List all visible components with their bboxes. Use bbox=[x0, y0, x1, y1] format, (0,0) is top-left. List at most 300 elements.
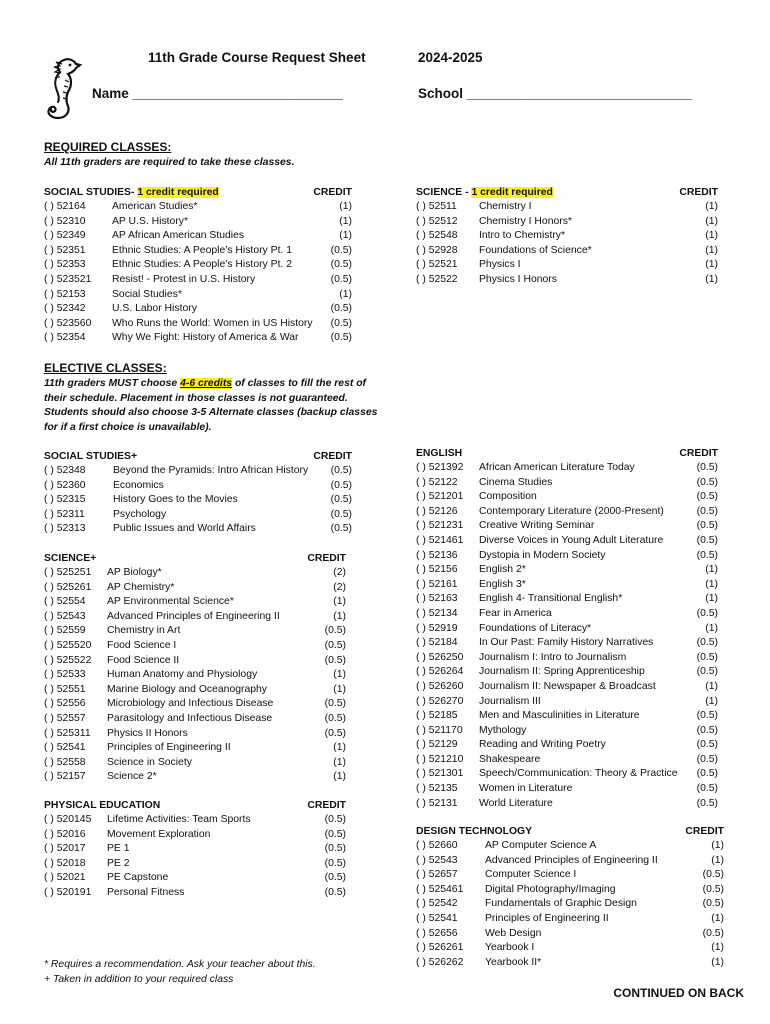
course-row[interactable] bbox=[416, 724, 718, 739]
course-checkbox-code[interactable]: ( ) 52131 bbox=[416, 797, 458, 809]
course-credit: (0.5) bbox=[330, 523, 352, 535]
course-row[interactable] bbox=[44, 871, 346, 886]
course-checkbox-code[interactable]: ( ) 52541 bbox=[416, 912, 458, 924]
course-row[interactable] bbox=[44, 697, 346, 712]
course-row[interactable] bbox=[416, 476, 718, 491]
page-title: 11th Grade Course Request Sheet bbox=[148, 50, 366, 65]
course-checkbox-code[interactable]: ( ) 52928 bbox=[416, 244, 458, 256]
course-checkbox-code[interactable]: ( ) 52126 bbox=[416, 505, 458, 517]
course-row[interactable] bbox=[44, 842, 346, 857]
course-title: Public Issues and World Affairs bbox=[113, 523, 256, 535]
course-credit: (1) bbox=[333, 771, 346, 783]
course-title: Food Science II bbox=[107, 654, 180, 666]
course-checkbox-code[interactable]: ( ) 52533 bbox=[44, 669, 86, 681]
course-row[interactable] bbox=[416, 563, 718, 578]
course-checkbox-code[interactable]: ( ) 52351 bbox=[44, 244, 86, 256]
course-row[interactable] bbox=[416, 941, 724, 956]
course-row[interactable] bbox=[416, 549, 718, 564]
course-row[interactable] bbox=[44, 273, 352, 288]
course-credit: (0.5) bbox=[324, 857, 346, 869]
course-checkbox-code[interactable]: ( ) 52348 bbox=[44, 465, 86, 476]
course-credit: (0.5) bbox=[330, 273, 352, 285]
credit-header: CREDIT bbox=[313, 451, 352, 462]
course-title: Who Runs the World: Women in US History bbox=[112, 317, 313, 329]
course-checkbox-code[interactable]: ( ) 52311 bbox=[44, 508, 85, 520]
course-credit: (1) bbox=[705, 695, 718, 707]
credit-header: CREDIT bbox=[685, 826, 724, 837]
course-credit: (0.5) bbox=[330, 244, 352, 256]
course-row[interactable] bbox=[44, 654, 346, 669]
course-credit: (0.5) bbox=[696, 797, 718, 809]
course-credit: (1) bbox=[705, 273, 718, 285]
course-checkbox-code[interactable]: ( ) 52556 bbox=[44, 698, 86, 710]
required-section-title: REQUIRED CLASSES: bbox=[44, 140, 172, 154]
course-checkbox-code[interactable]: ( ) 525461 bbox=[416, 883, 464, 895]
course-checkbox-code[interactable]: ( ) 521170 bbox=[416, 724, 463, 736]
course-row[interactable] bbox=[416, 868, 724, 883]
course-checkbox-code[interactable]: ( ) 525520 bbox=[44, 639, 92, 651]
course-title: AP Computer Science A bbox=[485, 840, 597, 851]
section-label: SOCIAL STUDIES- bbox=[44, 187, 138, 198]
elective-social-studies bbox=[44, 449, 352, 537]
course-title: Marine Biology and Oceanography bbox=[107, 683, 267, 695]
course-credit: (0.5) bbox=[324, 639, 346, 651]
note-text: 11th graders MUST choose bbox=[44, 378, 181, 389]
course-row[interactable] bbox=[44, 508, 352, 523]
continued-on-back: CONTINUED ON BACK bbox=[613, 986, 744, 1000]
course-title: Dystopia in Modern Society bbox=[479, 549, 606, 561]
course-credit: (1) bbox=[333, 669, 346, 681]
course-row[interactable] bbox=[44, 479, 352, 494]
course-title: English 4- Transitional English* bbox=[479, 593, 623, 605]
course-checkbox-code[interactable]: ( ) 52153 bbox=[44, 288, 86, 300]
course-checkbox-code[interactable]: ( ) 52657 bbox=[416, 869, 458, 881]
course-row[interactable] bbox=[44, 610, 346, 625]
course-title: Intro to Chemistry* bbox=[479, 230, 566, 242]
course-title: Digital Photography/Imaging bbox=[485, 883, 616, 895]
course-row[interactable] bbox=[416, 215, 718, 230]
course-title: Food Science I bbox=[107, 639, 177, 651]
course-credit: (0.5) bbox=[696, 637, 718, 649]
required-credit-highlight: 1 credit required bbox=[471, 187, 553, 198]
course-checkbox-code[interactable]: ( ) 526264 bbox=[416, 666, 464, 678]
course-row[interactable] bbox=[44, 464, 352, 479]
course-title: Physics I Honors bbox=[479, 273, 557, 285]
course-title: Ethnic Studies: A People’s History Pt. 2 bbox=[112, 259, 293, 271]
course-row[interactable] bbox=[44, 317, 352, 332]
course-title: Journalism II: Newspaper & Broadcast bbox=[479, 680, 656, 692]
course-checkbox-code[interactable]: ( ) 52122 bbox=[416, 476, 458, 488]
course-credit: (1) bbox=[711, 840, 724, 851]
course-row[interactable] bbox=[44, 828, 346, 843]
credit-header: CREDIT bbox=[307, 800, 346, 811]
school-field[interactable]: School ______________________________ bbox=[418, 86, 692, 101]
course-row[interactable] bbox=[44, 756, 346, 771]
course-row[interactable] bbox=[416, 636, 718, 651]
course-credit: (0.5) bbox=[324, 843, 346, 855]
course-row[interactable] bbox=[44, 200, 352, 215]
course-credit: (0.5) bbox=[696, 505, 718, 517]
course-credit: (0.5) bbox=[330, 303, 352, 315]
course-credit: (1) bbox=[711, 942, 724, 954]
course-checkbox-code[interactable]: ( ) 52342 bbox=[44, 303, 86, 315]
course-title: Foundations of Science* bbox=[479, 244, 592, 256]
course-title: Journalism III bbox=[479, 695, 541, 707]
course-checkbox-code[interactable]: ( ) 526250 bbox=[416, 651, 464, 663]
course-row[interactable] bbox=[44, 566, 346, 581]
course-credit: (0.5) bbox=[330, 259, 352, 271]
course-credit: (1) bbox=[705, 230, 718, 242]
elective-design-technology bbox=[416, 824, 724, 970]
course-row[interactable] bbox=[44, 639, 346, 654]
section-header bbox=[44, 185, 352, 200]
course-row[interactable] bbox=[416, 244, 718, 259]
course-credit: (0.5) bbox=[702, 927, 724, 939]
course-row[interactable] bbox=[416, 695, 718, 710]
course-title: Advanced Principles of Engineering II bbox=[107, 610, 280, 622]
course-checkbox-code[interactable]: ( ) 520191 bbox=[44, 886, 92, 898]
course-row[interactable] bbox=[44, 683, 346, 698]
course-row[interactable] bbox=[416, 505, 718, 520]
credit-header: CREDIT bbox=[307, 553, 346, 564]
course-row[interactable] bbox=[44, 331, 352, 346]
course-credit: (0.5) bbox=[696, 491, 718, 503]
course-credit: (1) bbox=[339, 288, 352, 300]
course-checkbox-code[interactable]: ( ) 52656 bbox=[416, 927, 458, 939]
course-credit: (1) bbox=[339, 230, 352, 242]
course-title: World Literature bbox=[479, 797, 553, 809]
elective-science bbox=[44, 551, 346, 785]
course-checkbox-code[interactable]: ( ) 52016 bbox=[44, 828, 86, 840]
course-checkbox-code[interactable]: ( ) 52164 bbox=[44, 201, 86, 212]
course-credit: (0.5) bbox=[696, 768, 718, 780]
course-row[interactable] bbox=[416, 607, 718, 622]
course-row[interactable] bbox=[416, 622, 718, 637]
course-checkbox-code[interactable]: ( ) 52557 bbox=[44, 712, 86, 724]
course-credit: (0.5) bbox=[702, 869, 724, 881]
course-title: African American Literature Today bbox=[479, 462, 635, 473]
footnotes bbox=[44, 958, 316, 987]
course-title: Diverse Voices in Young Adult Literature bbox=[479, 534, 664, 546]
course-title: Speech/Communication: Theory & Practice bbox=[479, 768, 678, 780]
course-row[interactable] bbox=[416, 883, 724, 898]
course-checkbox-code[interactable]: ( ) 52543 bbox=[416, 854, 458, 866]
course-checkbox-code[interactable]: ( ) 526270 bbox=[416, 695, 464, 707]
course-credit: (0.5) bbox=[696, 534, 718, 546]
course-row[interactable] bbox=[44, 244, 352, 259]
course-title: Men and Masculinities in Literature bbox=[479, 710, 640, 722]
course-checkbox-code[interactable]: ( ) 52554 bbox=[44, 596, 86, 608]
course-checkbox-code[interactable]: ( ) 52353 bbox=[44, 259, 86, 271]
course-credit: (1) bbox=[705, 564, 718, 576]
seahorse-icon bbox=[38, 56, 82, 122]
course-checkbox-code[interactable]: ( ) 525311 bbox=[44, 727, 91, 739]
note-text: Students should also choose 3-5 Alternate classes (backup classes bbox=[44, 407, 378, 418]
elective-note bbox=[44, 377, 384, 435]
course-title: Web Design bbox=[485, 927, 542, 939]
course-row[interactable] bbox=[416, 767, 718, 782]
course-checkbox-code[interactable]: ( ) 521392 bbox=[416, 462, 464, 473]
course-credit: (0.5) bbox=[696, 739, 718, 751]
course-checkbox-code[interactable]: ( ) 525261 bbox=[44, 581, 92, 593]
course-row[interactable] bbox=[416, 592, 718, 607]
required-social-studies bbox=[44, 185, 352, 346]
course-credit: (1) bbox=[705, 593, 718, 605]
course-list bbox=[44, 566, 346, 785]
course-row[interactable] bbox=[44, 229, 352, 244]
course-list bbox=[416, 461, 718, 811]
course-checkbox-code[interactable]: ( ) 52512 bbox=[416, 215, 458, 227]
course-checkbox-code[interactable]: ( ) 526260 bbox=[416, 680, 464, 692]
course-checkbox-code[interactable]: ( ) 52354 bbox=[44, 332, 86, 344]
course-row[interactable] bbox=[416, 912, 724, 927]
section-header bbox=[416, 824, 724, 839]
course-row[interactable] bbox=[44, 770, 346, 785]
course-credit: (1) bbox=[705, 215, 718, 227]
course-credit: (1) bbox=[705, 259, 718, 271]
course-checkbox-code[interactable]: ( ) 52315 bbox=[44, 494, 86, 506]
course-credit: (0.5) bbox=[696, 724, 718, 736]
course-credit: (0.5) bbox=[696, 462, 718, 473]
course-credit: (1) bbox=[333, 683, 346, 695]
course-row[interactable] bbox=[416, 897, 724, 912]
course-list bbox=[44, 813, 346, 901]
course-checkbox-code[interactable]: ( ) 52548 bbox=[416, 230, 458, 242]
course-credit: (0.5) bbox=[696, 520, 718, 532]
course-credit: (0.5) bbox=[696, 666, 718, 678]
elective-section-title: ELECTIVE CLASSES: bbox=[44, 361, 167, 375]
course-row[interactable] bbox=[416, 534, 718, 549]
section-header bbox=[44, 798, 346, 813]
course-row[interactable] bbox=[416, 753, 718, 768]
course-checkbox-code[interactable]: ( ) 52542 bbox=[416, 898, 458, 910]
course-row[interactable] bbox=[416, 461, 718, 476]
course-row[interactable] bbox=[416, 273, 718, 288]
course-credit: (0.5) bbox=[702, 898, 724, 910]
course-checkbox-code[interactable]: ( ) 525251 bbox=[44, 567, 92, 578]
course-title: Science in Society bbox=[107, 756, 192, 768]
course-title: Computer Science I bbox=[485, 869, 577, 881]
course-credit: (1) bbox=[333, 756, 346, 768]
course-title: Principles of Engineering II bbox=[107, 742, 231, 754]
course-row[interactable] bbox=[416, 782, 718, 797]
course-credit: (0.5) bbox=[330, 465, 352, 476]
course-row[interactable] bbox=[416, 738, 718, 753]
course-credit: (0.5) bbox=[324, 698, 346, 710]
course-title: American Studies* bbox=[112, 201, 198, 212]
course-title: Psychology bbox=[113, 508, 167, 520]
course-title: Chemistry I bbox=[479, 201, 532, 212]
course-credit: (0.5) bbox=[324, 886, 346, 898]
course-checkbox-code[interactable]: ( ) 523521 bbox=[44, 273, 92, 285]
course-title: Journalism II: Spring Apprenticeship bbox=[479, 666, 645, 678]
course-title: AP U.S. History* bbox=[112, 215, 189, 227]
course-credit: (1) bbox=[333, 742, 346, 754]
required-credit-highlight: 1 credit required bbox=[137, 187, 219, 198]
course-title: Principles of Engineering II bbox=[485, 912, 609, 924]
section-header bbox=[416, 446, 718, 461]
course-row[interactable] bbox=[416, 229, 718, 244]
course-checkbox-code[interactable]: ( ) 52136 bbox=[416, 549, 458, 561]
course-row[interactable] bbox=[416, 651, 718, 666]
course-row[interactable] bbox=[44, 886, 346, 901]
course-credit: (1) bbox=[711, 956, 724, 968]
course-row[interactable] bbox=[44, 727, 346, 742]
course-row[interactable] bbox=[44, 712, 346, 727]
course-title: Chemistry I Honors* bbox=[479, 215, 572, 227]
course-title: Women in Literature bbox=[479, 783, 573, 795]
course-row[interactable] bbox=[416, 709, 718, 724]
course-row[interactable] bbox=[416, 578, 718, 593]
course-row[interactable] bbox=[416, 519, 718, 534]
course-title: Personal Fitness bbox=[107, 886, 185, 898]
course-row[interactable] bbox=[44, 668, 346, 683]
course-credit: (1) bbox=[705, 578, 718, 590]
course-row[interactable] bbox=[44, 581, 346, 596]
course-credit: (1) bbox=[711, 854, 724, 866]
course-credit: (0.5) bbox=[696, 607, 718, 619]
course-checkbox-code[interactable]: ( ) 52559 bbox=[44, 625, 86, 637]
course-checkbox-code[interactable]: ( ) 52558 bbox=[44, 756, 86, 768]
course-checkbox-code[interactable]: ( ) 526261 bbox=[416, 942, 464, 954]
course-checkbox-code[interactable]: ( ) 523560 bbox=[44, 317, 92, 329]
course-checkbox-code[interactable]: ( ) 521301 bbox=[416, 768, 464, 780]
course-checkbox-code[interactable]: ( ) 52349 bbox=[44, 230, 86, 242]
course-credit: (2) bbox=[333, 581, 346, 593]
course-checkbox-code[interactable]: ( ) 52134 bbox=[416, 607, 458, 619]
course-credit: (0.5) bbox=[324, 625, 346, 637]
course-title: Movement Exploration bbox=[107, 828, 211, 840]
course-title: English 3* bbox=[479, 578, 526, 590]
course-row[interactable] bbox=[44, 215, 352, 230]
course-row[interactable] bbox=[44, 258, 352, 273]
credit-header: CREDIT bbox=[679, 448, 718, 459]
course-title: Advanced Principles of Engineering II bbox=[485, 854, 658, 866]
course-row[interactable] bbox=[44, 522, 352, 537]
course-row[interactable] bbox=[44, 288, 352, 303]
course-checkbox-code[interactable]: ( ) 52156 bbox=[416, 564, 458, 576]
course-checkbox-code[interactable]: ( ) 52184 bbox=[416, 637, 458, 649]
course-checkbox-code[interactable]: ( ) 520145 bbox=[44, 814, 92, 825]
course-title: Yearbook II* bbox=[485, 956, 542, 968]
course-credit: (0.5) bbox=[696, 651, 718, 663]
course-title: Lifetime Activities: Team Sports bbox=[107, 814, 251, 825]
course-row[interactable] bbox=[416, 490, 718, 505]
course-checkbox-code[interactable]: ( ) 52919 bbox=[416, 622, 458, 634]
course-checkbox-code[interactable]: ( ) 52660 bbox=[416, 840, 458, 851]
course-row[interactable] bbox=[44, 741, 346, 756]
course-title: AP African American Studies bbox=[112, 230, 245, 242]
course-row[interactable] bbox=[416, 839, 724, 854]
course-credit: (1) bbox=[705, 244, 718, 256]
course-row[interactable] bbox=[416, 956, 724, 971]
course-checkbox-code[interactable]: ( ) 525522 bbox=[44, 654, 92, 666]
course-row[interactable] bbox=[44, 302, 352, 317]
course-checkbox-code[interactable]: ( ) 52360 bbox=[44, 479, 86, 491]
course-list bbox=[44, 200, 352, 346]
course-credit: (0.5) bbox=[696, 710, 718, 722]
course-checkbox-code[interactable]: ( ) 52017 bbox=[44, 843, 86, 855]
course-title: Physics I bbox=[479, 259, 521, 271]
course-row[interactable] bbox=[416, 665, 718, 680]
course-row[interactable] bbox=[44, 857, 346, 872]
course-checkbox-code[interactable]: ( ) 52541 bbox=[44, 742, 86, 754]
course-title: AP Chemistry* bbox=[107, 581, 175, 593]
course-title: Reading and Writing Poetry bbox=[479, 739, 606, 751]
course-title: Parasitology and Infectious Disease bbox=[107, 712, 273, 724]
course-row[interactable] bbox=[416, 200, 718, 215]
course-credit: (0.5) bbox=[324, 654, 346, 666]
course-row[interactable] bbox=[416, 854, 724, 869]
course-checkbox-code[interactable]: ( ) 52313 bbox=[44, 523, 86, 535]
course-checkbox-code[interactable]: ( ) 521461 bbox=[416, 534, 464, 546]
course-row[interactable] bbox=[416, 797, 718, 812]
course-row[interactable] bbox=[44, 813, 346, 828]
name-field[interactable]: Name ____________________________ bbox=[92, 86, 343, 101]
course-row[interactable] bbox=[44, 595, 346, 610]
course-row[interactable] bbox=[416, 680, 718, 695]
course-list bbox=[416, 839, 724, 970]
course-row[interactable] bbox=[44, 624, 346, 639]
course-checkbox-code[interactable]: ( ) 521201 bbox=[416, 491, 464, 503]
course-row[interactable] bbox=[416, 258, 718, 273]
course-credit: (1) bbox=[705, 622, 718, 634]
course-credit: (1) bbox=[711, 912, 724, 924]
course-credit: (1) bbox=[333, 610, 346, 622]
course-title: Economics bbox=[113, 479, 164, 491]
course-title: Foundations of Literacy* bbox=[479, 622, 592, 634]
course-credit: (0.5) bbox=[324, 814, 346, 825]
course-title: Human Anatomy and Physiology bbox=[107, 669, 258, 681]
course-checkbox-code[interactable]: ( ) 52310 bbox=[44, 215, 86, 227]
course-checkbox-code[interactable]: ( ) 52021 bbox=[44, 872, 86, 884]
course-checkbox-code[interactable]: ( ) 52521 bbox=[416, 259, 458, 271]
course-checkbox-code[interactable]: ( ) 52157 bbox=[44, 771, 86, 783]
course-title: PE Capstone bbox=[107, 872, 169, 884]
section-label: ENGLISH bbox=[416, 448, 463, 459]
course-credit: (0.5) bbox=[702, 883, 724, 895]
footnote-additional: + Taken in addition to your required class bbox=[44, 973, 234, 985]
course-checkbox-code[interactable]: ( ) 52129 bbox=[416, 739, 458, 751]
course-title: Composition bbox=[479, 491, 537, 503]
course-checkbox-code[interactable]: ( ) 52543 bbox=[44, 610, 86, 622]
course-credit: (0.5) bbox=[330, 332, 352, 344]
course-row[interactable] bbox=[44, 493, 352, 508]
course-title: Cinema Studies bbox=[479, 476, 553, 488]
course-checkbox-code[interactable]: ( ) 521231 bbox=[416, 520, 464, 532]
course-credit: (1) bbox=[339, 215, 352, 227]
course-checkbox-code[interactable]: ( ) 52135 bbox=[416, 783, 458, 795]
course-checkbox-code[interactable]: ( ) 52551 bbox=[44, 683, 86, 695]
section-label: SCIENCE - bbox=[416, 187, 472, 198]
course-checkbox-code[interactable]: ( ) 52185 bbox=[416, 710, 458, 722]
course-credit: (1) bbox=[705, 680, 718, 692]
course-credit: (0.5) bbox=[330, 494, 352, 506]
course-title: Beyond the Pyramids: Intro African History bbox=[113, 465, 309, 476]
course-checkbox-code[interactable]: ( ) 521210 bbox=[416, 753, 464, 765]
course-title: Chemistry in Art bbox=[107, 625, 181, 637]
course-checkbox-code[interactable]: ( ) 52018 bbox=[44, 857, 86, 869]
section-label: SOCIAL STUDIES+ bbox=[44, 451, 138, 462]
course-checkbox-code[interactable]: ( ) 52163 bbox=[416, 593, 458, 605]
course-credit: (2) bbox=[333, 567, 346, 578]
course-row[interactable] bbox=[416, 927, 724, 942]
note-text: for if a first choice is unavailable). bbox=[44, 421, 212, 433]
course-checkbox-code[interactable]: ( ) 526262 bbox=[416, 956, 464, 968]
course-checkbox-code[interactable]: ( ) 52161 bbox=[416, 578, 458, 590]
course-checkbox-code[interactable]: ( ) 52522 bbox=[416, 273, 458, 285]
course-checkbox-code[interactable]: ( ) 52511 bbox=[416, 201, 457, 212]
